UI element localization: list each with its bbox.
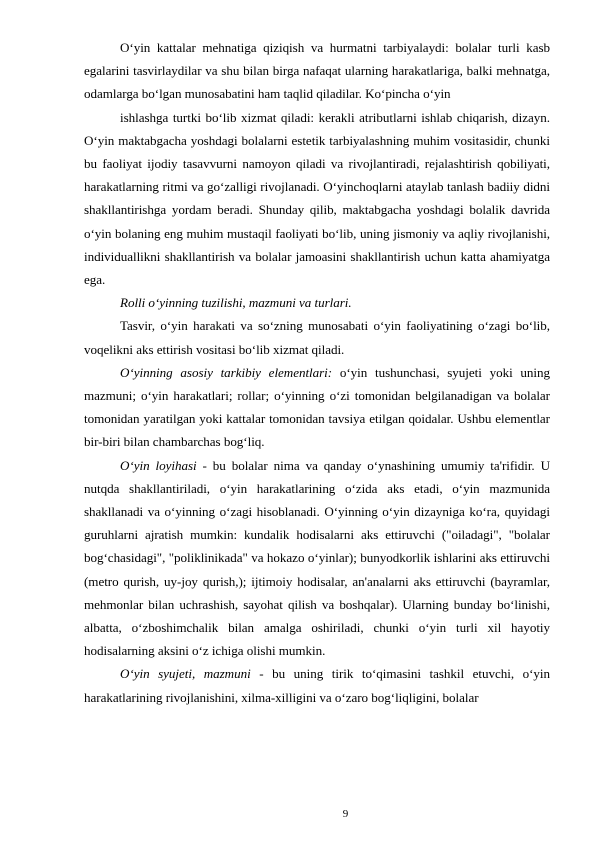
page-number: 9 — [342, 808, 349, 820]
document-page — [84, 36, 550, 709]
paragraph-game-role: ishlashga turtki bo‘lib xizmat qiladi: kerakli atributlarni ishlab chiqarish, dizayn. O‘yin maktabgacha yoshdagi bolalarni estetik tarbiyalashning muhim vositasidir, chunki bu faoliyat ijodiy tasavvurni namoyon qiladi va rivojlantiradi, rejalashtirish qobiliyati, harakatlarning ritmi va go‘zalligi rivojlanadi. O‘yinchoqlarni ataylab tanlash badiiy didni shakllantirishga yordam beradi. Shunday qilib, maktabgacha yoshdagi bolalik davrida o‘yin bolaning eng muhim mustaqil faoliyati bo‘lib, uning jismoniy va aqliy rivojlanishi, individuallikni shakllantirish va bolalar jamoasini shakllantirish uchun katta ahamiyatga ega. — [84, 109, 550, 288]
page-footer — [0, 808, 595, 820]
paragraph-plot — [84, 662, 550, 708]
paragraph-elements-text: o‘yin tushunchasi, syujeti yoki uning mazmuni; o‘yin harakatlari; rollar; o‘yinning o‘zi tomonidan belgilanadigan va bolalar tomonidan yaratilgan yoki kattalar tomonidan tavsiya etilgan qoidalar. Ushbu elementlar bir-biri bilan chambarchas bog‘liq. — [84, 364, 550, 450]
paragraph-design — [84, 454, 550, 663]
term-design: O‘yin loyihasi — [120, 457, 197, 473]
paragraph-design-text: - bu bolalar nima va qanday o‘ynashining umumiy ta'rifidir. U nutqda shakllantiriladi, o‘yin harakatlarining o‘zida aks etadi, o‘yin mazmunida shakllanadi va o‘yinning o‘zagi hisoblanadi. O‘yinning o‘yin dizayniga ko‘ra, quyidagi guruhlarni ajratish mumkin: kundalik hodisalarni aks ettiruvchi ("oiladagi", "bolalar bog‘chasidagi", "poliklinikada" va hokazo o‘yinlar); bunyodkorlik ishlarini aks ettiruvchi (metro qurish, uy-joy qurish,); ijtimoiy hodisalar, an'analarni aks ettiruvchi (bayramlar, mehmonlar bilan uchrashish, sayohat qilish va boshqalar). Ularning bunday bo‘linishi, albatta, o‘zboshimchalik bilan amalga oshiriladi, chunki o‘yin turli xil hayotiy hodisalarning aksini o‘z ichiga olishi mumkin. — [84, 457, 550, 659]
section-heading: Rolli o‘yinning tuzilishi, mazmuni va turlari. — [120, 295, 352, 311]
term-elements: O‘yinning asosiy tarkibiy elementlari: — [120, 364, 333, 380]
paragraph-intro: O‘yin kattalar mehnatiga qiziqish va hurmatni tarbiyalaydi: bolalar turli kasb egalarini tasvirlaydilar va shu bilan birga nafaqat ularning harakatlariga, balki mehnatga, odamlarga bo‘lgan munosabatini ham taqlid qiladilar. Ko‘pincha o‘yin — [84, 40, 550, 102]
paragraph-core: Tasvir, o‘yin harakati va so‘zning munosabati o‘yin faoliyatining o‘zagi bo‘lib, voqelikni aks ettirish vositasi bo‘lib xizmat qiladi. — [84, 318, 550, 357]
term-plot: O‘yin syujeti, mazmuni — [120, 666, 251, 682]
paragraph-plot-text: - bu uning tirik to‘qimasini tashkil etuvchi, o‘yin harakatlarining rivojlanishini, xilma-xilligini va o‘zaro bog‘liqligini, bolalar — [84, 666, 551, 705]
paragraph-elements — [84, 361, 550, 454]
